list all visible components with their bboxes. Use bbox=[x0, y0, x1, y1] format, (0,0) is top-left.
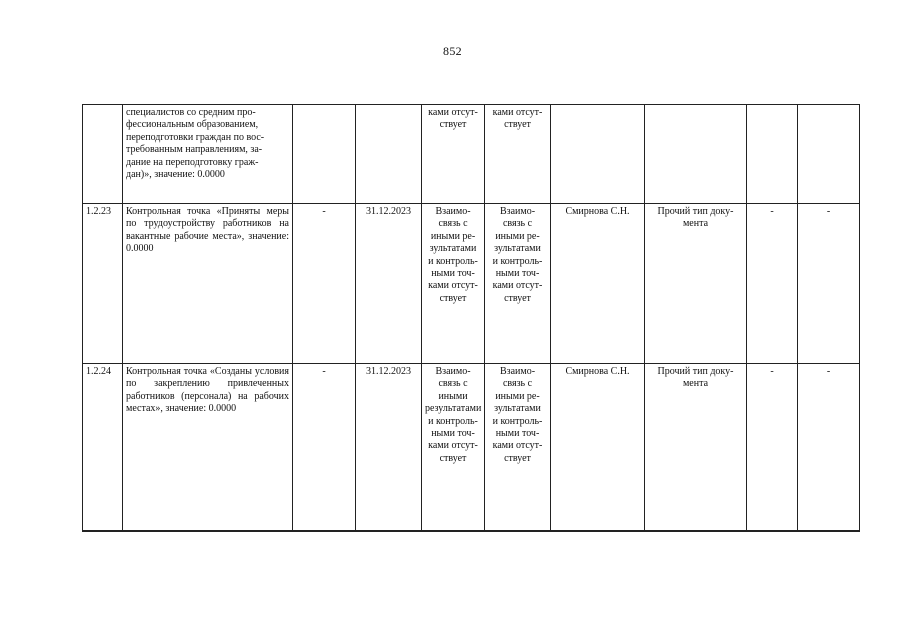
start-date bbox=[293, 105, 356, 204]
extra-cell bbox=[747, 105, 798, 204]
start-date: - bbox=[293, 364, 356, 531]
extra-cell bbox=[798, 105, 860, 204]
responsible-person: Смирнова С.Н. bbox=[551, 204, 645, 364]
end-date: 31.12.2023 bbox=[356, 364, 422, 531]
table-row bbox=[83, 364, 860, 531]
responsible-person: Смирнова С.Н. bbox=[551, 364, 645, 531]
checkpoint-name: Контрольная точка «Приняты меры по трудоустройству работников на вакантные рабочие места», значение: 0.0000 bbox=[123, 204, 293, 364]
checkpoint-name: Контрольная точка «Созданы условия по закреплению привлеченных работников (персонала) на рабочих местах», значение: 0.0000 bbox=[123, 364, 293, 531]
table-row bbox=[83, 105, 860, 204]
row-number bbox=[83, 105, 123, 204]
responsible-person bbox=[551, 105, 645, 204]
document-type bbox=[645, 105, 747, 204]
relation-cell: Взаимо- связь с иными результатами и контроль- ными точ- ками отсут- ствует bbox=[422, 364, 485, 531]
checkpoint-name: специалистов со средним про- фессиональным образованием, переподготовки граждан по вос- требованным направлениям, за- дание на переподготовку граж- дан)», значение: 0.0000 bbox=[123, 105, 293, 204]
relation-cell: ками отсут- ствует bbox=[422, 105, 485, 204]
table-row bbox=[83, 204, 860, 364]
document-type: Прочий тип доку- мента bbox=[645, 364, 747, 531]
end-date: 31.12.2023 bbox=[356, 204, 422, 364]
extra-cell: - bbox=[747, 364, 798, 531]
row-number: 1.2.23 bbox=[83, 204, 123, 364]
relation-cell: Взаимо- связь с иными ре- зультатами и контроль- ными точ- ками отсут- ствует bbox=[422, 204, 485, 364]
relation-cell: Взаимо- связь с иными ре- зультатами и контроль- ными точ- ками отсут- ствует bbox=[485, 204, 551, 364]
document-type: Прочий тип доку- мента bbox=[645, 204, 747, 364]
relation-cell: ками отсут- ствует bbox=[485, 105, 551, 204]
end-date bbox=[356, 105, 422, 204]
extra-cell: - bbox=[747, 204, 798, 364]
extra-cell: - bbox=[798, 364, 860, 531]
plan-table bbox=[82, 104, 860, 532]
extra-cell: - bbox=[798, 204, 860, 364]
row-number: 1.2.24 bbox=[83, 364, 123, 531]
relation-cell: Взаимо- связь с иными ре- зультатами и контроль- ными точ- ками отсут- ствует bbox=[485, 364, 551, 531]
start-date: - bbox=[293, 204, 356, 364]
page-number: 852 bbox=[443, 44, 462, 58]
